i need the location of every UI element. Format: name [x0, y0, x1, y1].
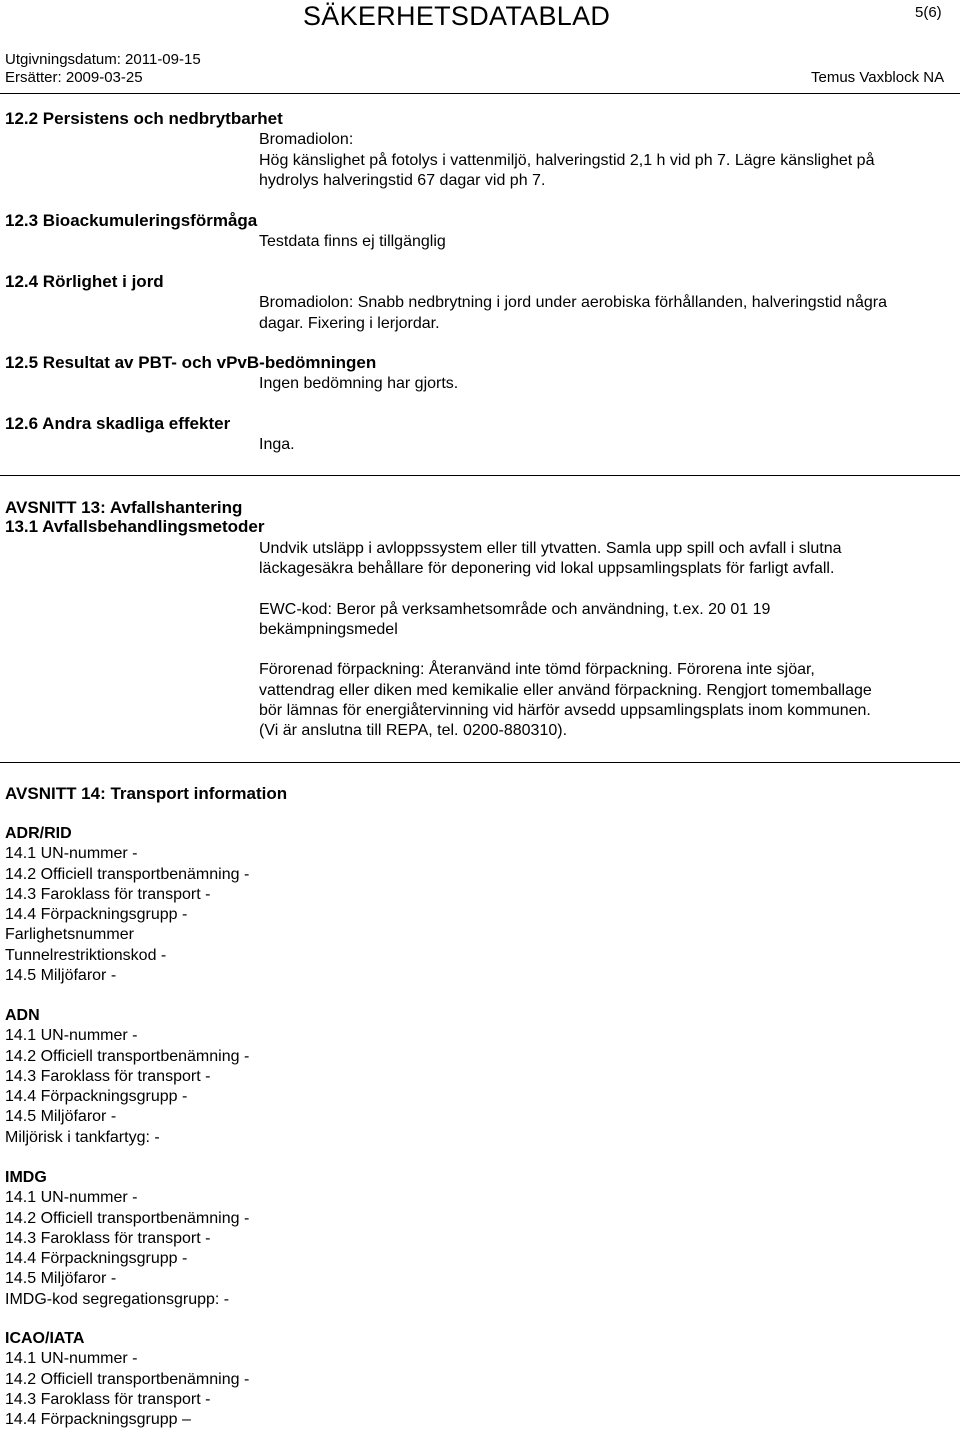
text-13-p2-a: EWC-kod: Beror på verksamhetsområde och användning, t.ex. 20 01 19 [259, 601, 771, 618]
adn-title: ADN [5, 1007, 40, 1024]
heading-13-1: 13.1 Avfallsbehandlingsmetoder [5, 517, 265, 536]
list-item: 14.1 UN-nummer - [5, 1189, 138, 1207]
text-12-5: Ingen bedömning har gjorts. [259, 375, 459, 392]
list-item: 14.5 Miljöfaror - [5, 967, 117, 985]
imdg-block [5, 1168, 249, 1310]
text-12-2-c: hydrolys halveringstid 67 dagar vid ph 7. [259, 172, 546, 189]
heading-12-3: 12.3 Bioackumuleringsförmåga [5, 211, 258, 230]
text-12-4-a: Bromadiolon: Snabb nedbrytning i jord under aerobiska förhållanden, halveringstid några [259, 294, 887, 311]
adr-rid-title: ADR/RID [5, 825, 72, 842]
text-12-4-b: dagar. Fixering i lerjordar. [259, 315, 440, 332]
icao-iata-block [5, 1329, 249, 1430]
heading-12-5: 12.5 Resultat av PBT- och vPvB-bedömningen [5, 353, 377, 372]
list-item: IMDG-kod segregationsgrupp: - [5, 1290, 230, 1308]
text-13-p1-b: läckagesäkra behållare för deponering vid lokal uppsamlingsplats för farligt avfall. [259, 560, 835, 577]
list-item: 14.4 Förpackningsgrupp - [5, 1250, 188, 1268]
list-item: 14.5 Miljöfaror - [5, 1270, 117, 1288]
page-number: 5(6) [915, 4, 942, 21]
text-13-p3-a: Förorenad förpackning: Återanvänd inte tömd förpackning. Förorena inte sjöar, [259, 661, 815, 678]
section-14-rule [0, 762, 960, 763]
list-item: 14.3 Faroklass för transport - [5, 1390, 211, 1408]
text-13-p2-b: bekämpningsmedel [259, 621, 398, 638]
list-item: 14.3 Faroklass för transport - [5, 1067, 211, 1085]
list-item: 14.4 Förpackningsgrupp - [5, 1088, 188, 1106]
text-13-p3-d: (Vi är anslutna till REPA, tel. 0200-880310). [259, 722, 568, 739]
heading-12-4: 12.4 Rörlighet i jord [5, 272, 164, 291]
list-item: 14.3 Faroklass för transport - [5, 1229, 211, 1247]
text-12-2-b: Hög känslighet på fotolys i vattenmiljö, halveringstid 2,1 h vid ph 7. Lägre känslighet på [259, 152, 875, 169]
list-item: Miljörisk i tankfartyg: - [5, 1128, 160, 1146]
adr-rid-block [5, 824, 249, 986]
issue-date: Utgivningsdatum: 2011-09-15 [5, 51, 201, 68]
section-13-heading: AVSNITT 13: Avfallshantering [5, 498, 243, 517]
list-item: 14.3 Faroklass för transport - [5, 885, 211, 903]
list-item: 14.2 Officiell transportbenämning - [5, 1047, 250, 1065]
header-rule [0, 93, 960, 94]
list-item: 14.1 UN-nummer - [5, 1350, 138, 1368]
heading-12-2: 12.2 Persistens och nedbrytbarhet [5, 109, 283, 128]
text-13-p1-a: Undvik utsläpp i avloppssystem eller till ytvatten. Samla upp spill och avfall i slutna [259, 540, 842, 557]
list-item: 14.2 Officiell transportbenämning - [5, 1209, 250, 1227]
list-item: Farlighetsnummer [5, 926, 134, 944]
text-12-2-a: Bromadiolon: [259, 131, 354, 148]
adn-block [5, 1006, 249, 1148]
list-item: 14.5 Miljöfaror - [5, 1108, 117, 1126]
text-13-p3-b: vattendrag eller diken med kemikalie eller använd förpackning. Rengjort tomemballage [259, 682, 872, 699]
imdg-title: IMDG [5, 1169, 47, 1186]
list-item: 14.4 Förpackningsgrupp - [5, 906, 188, 924]
product-name: Temus Vaxblock NA [811, 69, 945, 86]
list-item: 14.2 Officiell transportbenämning - [5, 865, 250, 883]
section-13-rule [0, 475, 960, 476]
list-item: 14.4 Förpackningsgrupp – [5, 1411, 191, 1429]
section-14-heading: AVSNITT 14: Transport information [5, 784, 288, 803]
text-12-6: Inga. [259, 436, 295, 453]
list-item: 14.2 Officiell transportbenämning - [5, 1370, 250, 1388]
list-item: 14.1 UN-nummer - [5, 1027, 138, 1045]
heading-12-6: 12.6 Andra skadliga effekter [5, 414, 231, 433]
document-title: SÄKERHETSDATABLAD [303, 1, 611, 31]
list-item: Tunnelrestriktionskod - [5, 946, 167, 964]
text-13-p3-c: bör lämnas för energiåtervinning vid härför avsedd uppsamlingsplats inom kommunen. [259, 702, 871, 719]
text-12-3: Testdata finns ej tillgänglig [259, 233, 446, 250]
icao-iata-title: ICAO/IATA [5, 1330, 85, 1347]
replaces-date: Ersätter: 2009-03-25 [5, 69, 143, 86]
list-item: 14.1 UN-nummer - [5, 845, 138, 863]
